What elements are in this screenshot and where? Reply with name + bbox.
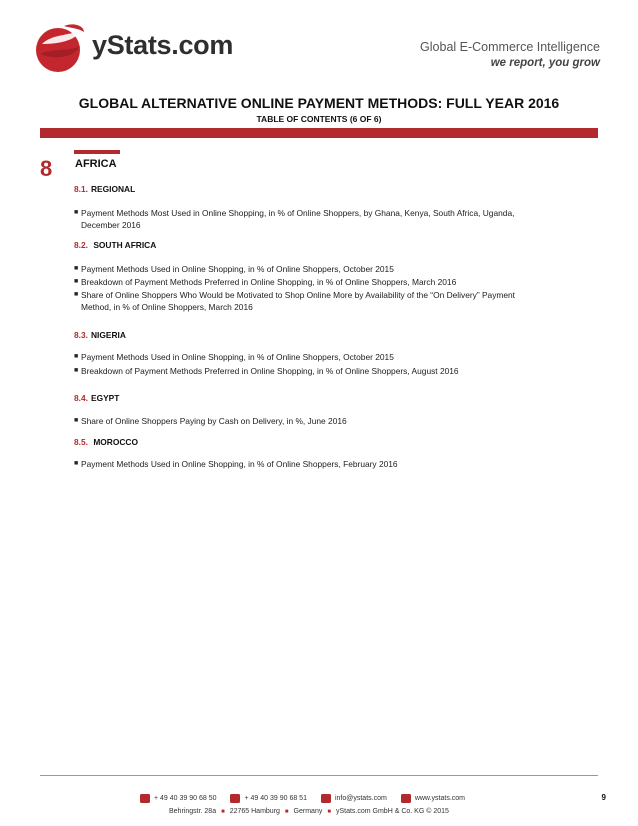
subsection-title: MOROCCO — [93, 437, 138, 447]
subsection-number: 8.4. — [74, 393, 88, 403]
fax-icon — [230, 794, 240, 803]
toc-entry-line: Method, in % of Online Shoppers, March 2016 — [81, 302, 253, 312]
tagline-line2: we report, you grow — [490, 57, 600, 69]
tagline — [420, 40, 600, 69]
bullet-icon: ■ — [74, 278, 79, 285]
section-title: AFRICA — [75, 158, 117, 170]
toc-entry-line: Breakdown of Payment Methods Preferred in Online Shopping, in % of Online Shoppers, August 2016 — [81, 366, 459, 376]
ystats-logo — [34, 22, 234, 78]
separator-icon: ■ — [327, 809, 331, 815]
toc-entry[interactable] — [74, 263, 569, 275]
toc-entry[interactable] — [74, 289, 569, 313]
subsection-title: REGIONAL — [90, 184, 136, 194]
bullet-icon: ■ — [74, 353, 79, 360]
section-number: 8 — [40, 156, 53, 181]
toc-entry-line: Payment Methods Used in Online Shopping, in % of Online Shoppers, October 2015 — [81, 352, 394, 362]
subsection-number: 8.2. — [74, 240, 88, 250]
title-divider-bar — [40, 128, 598, 138]
bullet-icon: ■ — [74, 265, 79, 272]
subsection-heading[interactable] — [74, 240, 156, 250]
tagline-line1: Global E-Commerce Intelligence — [420, 40, 600, 54]
document-subtitle: TABLE OF CONTENTS (6 OF 6) — [256, 114, 382, 124]
page-number: 9 — [601, 793, 606, 802]
subsection-number: 8.1. — [74, 184, 88, 194]
toc-entry-line: Breakdown of Payment Methods Preferred in Online Shopping, in % of Online Shoppers, March 2016 — [81, 277, 457, 287]
footer-city: 22765 Hamburg — [229, 808, 280, 815]
toc-entry-line: Share of Online Shoppers Paying by Cash on Delivery, in %, June 2016 — [81, 416, 347, 426]
toc-entry[interactable] — [74, 365, 569, 377]
subsection-heading[interactable] — [74, 330, 126, 340]
footer-address-row — [169, 808, 449, 815]
footer-fax: + 49 40 39 90 68 51 — [244, 795, 307, 802]
footer-copyright: yStats.com GmbH & Co. KG © 2015 — [335, 808, 449, 815]
bullet-icon: ■ — [74, 367, 79, 374]
subsection-title: NIGERIA — [90, 330, 126, 340]
section-marker-bar — [74, 150, 120, 154]
logo-text: yStats.com — [92, 30, 234, 60]
footer-country: Germany — [293, 808, 323, 815]
phone-icon — [140, 794, 150, 803]
bullet-icon: ■ — [74, 417, 79, 424]
toc-entry-line: Payment Methods Used in Online Shopping, in % of Online Shoppers, February 2016 — [81, 459, 398, 469]
globe-logo-icon — [34, 22, 86, 74]
separator-icon: ■ — [284, 809, 289, 815]
toc-entry[interactable] — [74, 351, 569, 363]
bullet-icon: ■ — [74, 460, 79, 467]
email-icon — [321, 794, 331, 803]
footer-email[interactable]: info@ystats.com — [334, 795, 387, 802]
bullet-icon: ■ — [74, 291, 79, 298]
footer-street: Behringstr. 28a — [169, 808, 217, 815]
footer-website[interactable]: www.ystats.com — [414, 795, 465, 802]
subsection-heading[interactable] — [74, 437, 138, 447]
website-icon — [401, 794, 411, 803]
toc-entry-line: Payment Methods Most Used in Online Shopping, in % of Online Shoppers, by Ghana, Kenya, South Africa, Uganda, — [81, 208, 515, 218]
bullet-icon: ■ — [74, 209, 79, 216]
document-title: GLOBAL ALTERNATIVE ONLINE PAYMENT METHODS: FULL YEAR 2016 — [78, 95, 560, 111]
subsection-number: 8.3. — [74, 330, 88, 340]
subsection-heading[interactable] — [74, 184, 135, 194]
subsection-heading[interactable] — [74, 393, 119, 403]
subsection-number: 8.5. — [74, 437, 88, 447]
footer-contact-row — [140, 794, 465, 803]
toc-entry[interactable] — [74, 415, 569, 427]
toc-entry[interactable] — [74, 207, 569, 231]
subsection-title: SOUTH AFRICA — [93, 240, 157, 250]
toc-entry[interactable] — [74, 276, 569, 288]
separator-icon: ■ — [221, 809, 225, 815]
footer-divider — [40, 775, 598, 776]
toc-entry-line: Share of Online Shoppers Who Would be Motivated to Shop Online More by Availability of the “On Delivery” Payment — [81, 290, 516, 300]
footer-phone: + 49 40 39 90 68 50 — [154, 795, 217, 802]
toc-entry[interactable] — [74, 458, 569, 470]
toc-entry-line: December 2016 — [81, 220, 141, 230]
subsection-title: EGYPT — [90, 393, 120, 403]
toc-entry-line: Payment Methods Used in Online Shopping, in % of Online Shoppers, October 2015 — [81, 264, 394, 274]
